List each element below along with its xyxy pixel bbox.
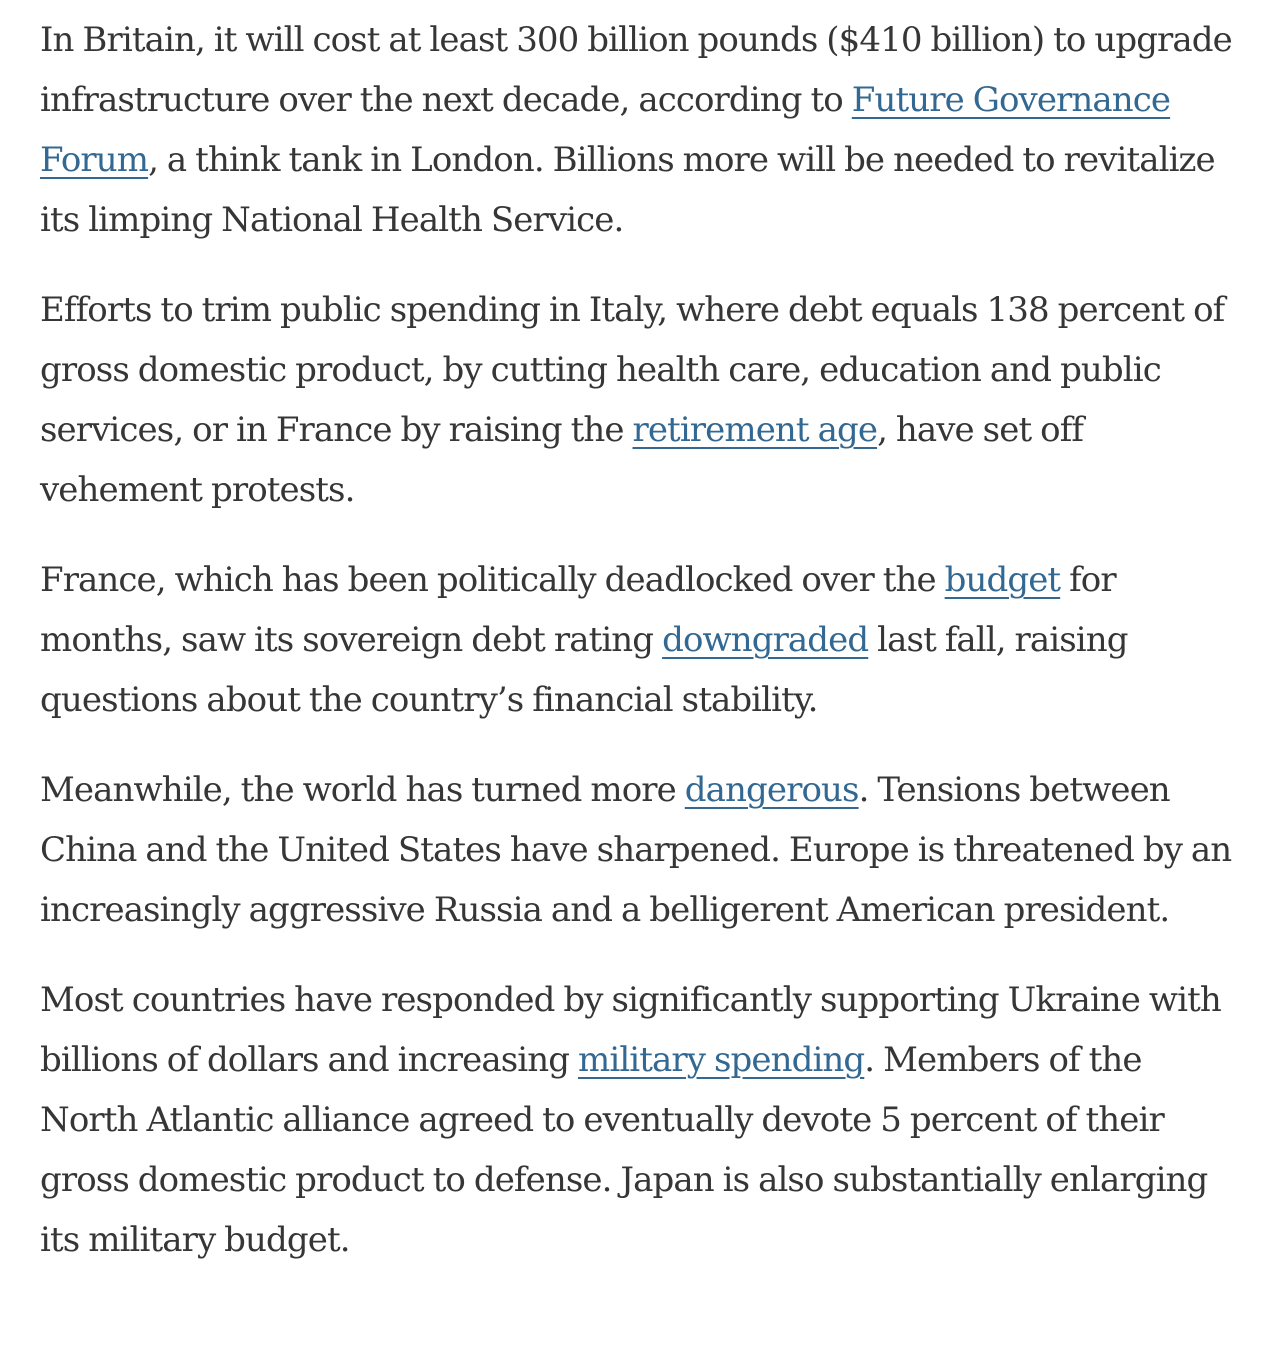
paragraph-1 xyxy=(40,10,1245,250)
text-segment: , have set off vehement protests. xyxy=(40,410,1084,510)
military-spending-link[interactable]: military spending xyxy=(578,1040,865,1080)
paragraph-5 xyxy=(40,970,1245,1270)
budget-link[interactable]: budget xyxy=(944,560,1061,600)
dangerous-link[interactable]: dangerous xyxy=(684,770,859,810)
paragraph-4 xyxy=(40,760,1245,940)
text-segment: France, which has been politically deadlocked over the xyxy=(40,560,945,600)
text-segment: for months, saw its sovereign debt rating xyxy=(40,560,1116,660)
downgraded-link[interactable]: downgraded xyxy=(662,620,869,660)
paragraph-2 xyxy=(40,280,1245,520)
text-segment: , a think tank in London. Billions more will be needed to revitalize its limping National Health Service. xyxy=(40,140,1215,240)
text-segment: Most countries have responded by significantly supporting Ukraine with billions of dollars and increasing xyxy=(40,980,1221,1080)
text-segment: In Britain, it will cost at least 300 billion pounds ($410 billion) to upgrade infrastructure over the next decade, according to xyxy=(40,20,1232,120)
retirement-age-link[interactable]: retirement age xyxy=(632,410,878,450)
article-body xyxy=(40,10,1245,1300)
text-segment: . Tensions between China and the United States have sharpened. Europe is threatened by an increasingly aggressive Russia and a belligerent American president. xyxy=(40,770,1232,930)
text-segment: last fall, raising questions about the country’s financial stability. xyxy=(40,620,1128,720)
future-governance-forum-link[interactable]: Future Governance Forum xyxy=(40,80,1171,180)
text-segment: Efforts to trim public spending in Italy, where debt equals 138 percent of gross domestic product, by cutting health care, education and public services, or in France by raising the xyxy=(40,290,1225,450)
paragraph-3 xyxy=(40,550,1245,730)
text-segment: . Members of the North Atlantic alliance agreed to eventually devote 5 percent of their gross domestic product to defense. Japan is also substantially enlarging its military budget. xyxy=(40,1040,1208,1260)
text-segment: Meanwhile, the world has turned more xyxy=(40,770,685,810)
